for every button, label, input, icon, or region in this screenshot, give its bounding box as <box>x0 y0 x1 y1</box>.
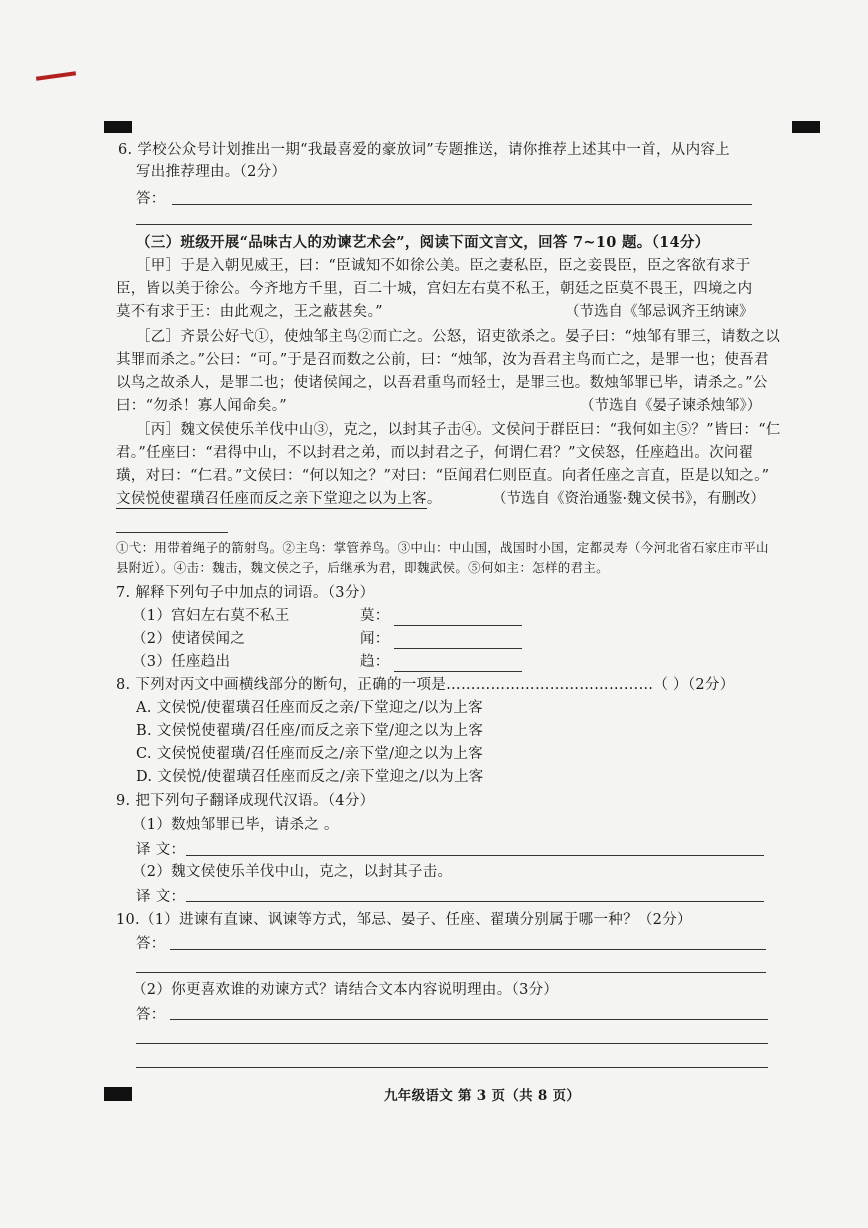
page-footer: 九年级语文 第 3 页（共 8 页） <box>384 1088 581 1104</box>
red-scan-mark <box>36 71 76 81</box>
yi-line4: 曰：“勿杀！寡人闻命矣。” <box>116 398 287 414</box>
footnote-line1: ①弋：用带着绳子的箭射鸟。②主鸟：掌管养鸟。③中山：中山国，战国时小国，定都灵寿（今河北省石家庄市平山 <box>116 540 769 555</box>
q10-answer1-line-2[interactable] <box>136 972 766 973</box>
jia-line3: 莫不有求于王：由此观之，王之蔽甚矣。” <box>116 304 383 320</box>
q7-item1-blank[interactable] <box>394 611 522 626</box>
q6-line2: 写出推荐理由。（2分） <box>136 164 287 180</box>
jia-source: （节选自《邹忌讽齐王纳谏》 <box>565 304 754 320</box>
q8-title: 8. 下列对丙文中画横线部分的断句，正确的一项是……………………………………（ ）（2分） <box>116 677 735 693</box>
q9-answer-line-1[interactable] <box>186 855 764 856</box>
yi-line1: ［乙］齐景公好弋①，使烛邹主鸟②而亡之。公怒，诏吏欲杀之。晏子曰：“烛邹有罪三，请数之以 <box>136 329 781 345</box>
bing-underlined-sentence: 文侯悦使翟璜召任座而反之亲下堂迎之以为上客 <box>116 491 427 507</box>
footnote-divider <box>116 532 228 533</box>
q10-answer1-line-1[interactable] <box>170 949 766 950</box>
q7-item3-blank[interactable] <box>394 657 522 672</box>
bing-source: （节选自《资治通鉴·魏文侯书》，有删改） <box>492 491 765 507</box>
registration-mark-top-left <box>104 121 132 133</box>
q10-sub2: （2）你更喜欢谁的劝谏方式？请结合文本内容说明理由。（3分） <box>132 982 559 998</box>
bing-line3: 璜，对曰：“仁君。”文侯曰：“何以知之？”对曰：“臣闻君仁则臣直。向者任座之言直，臣是以知之。” <box>116 468 770 484</box>
bing-line4 <box>116 489 442 509</box>
bing-line1: ［丙］魏文侯使乐羊伐中山③，克之，以封其子击④。文侯问于群臣曰：“我何如主⑤？”皆曰：“仁 <box>136 422 781 438</box>
bing-line4-tail: 。 <box>426 491 442 507</box>
yi-line3: 以鸟之故杀人，是罪二也；使诸侯闻之，以吾君重鸟而轻士，是罪三也。数烛邹罪已毕，请杀之。”公 <box>116 375 768 391</box>
footnote-line2: 县附近）。④击：魏击，魏文侯之子，后继承为君，即魏武侯。⑤何如主：怎样的君主。 <box>116 560 609 575</box>
registration-mark-top-right <box>792 121 820 133</box>
q9-label2: 译 文： <box>136 889 186 905</box>
q9-label1: 译 文： <box>136 842 186 858</box>
q6-line1: 6. 学校公众号计划推出一期“我最喜爱的豪放词”专题推送，请你推荐上述其中一首，从内容上 <box>118 142 730 158</box>
yi-line2: 其罪而杀之。”公曰：“可。”于是召而数之公前，曰：“烛邹，汝为吾君主鸟而亡之，是罪一也；使吾君 <box>116 352 769 368</box>
q6-answer-line-2[interactable] <box>136 224 752 225</box>
q10-answer2-label: 答： <box>136 1007 166 1023</box>
q7-item2-blank[interactable] <box>394 634 522 649</box>
q7-item3-sentence: （3）任座趋出 <box>132 654 231 670</box>
q10-answer2-line-1[interactable] <box>170 1019 768 1020</box>
q8-option-b[interactable]: B. 文侯悦使翟璜/召任座/而反之亲下堂/迎之以为上客 <box>136 723 484 739</box>
q9-title: 9. 把下列句子翻译成现代汉语。（4分） <box>116 793 375 809</box>
q6-answer-line-1[interactable] <box>172 204 752 205</box>
q6-answer-label: 答： <box>136 191 166 207</box>
q7-item3-word: 趋： <box>360 652 522 672</box>
yi-source: （节选自《晏子谏杀烛邹》） <box>580 398 762 414</box>
q7-item2-word: 闻： <box>360 629 522 649</box>
q10-answer2-line-3[interactable] <box>136 1067 768 1068</box>
q7-title: 7. 解释下列句子中加点的词语。（3分） <box>116 585 375 601</box>
bing-line2: 君。”任座曰：“君得中山，不以封君之弟，而以封君之子，何谓仁君？”文侯怒，任座趋出。次问翟 <box>116 445 754 461</box>
q7-item1-sentence: （1）宫妇左右莫不私王 <box>132 608 290 624</box>
q10-title: 10.（1）进谏有直谏、讽谏等方式，邹忌、晏子、任座、翟璜分别属于哪一种？（2分） <box>116 912 692 928</box>
q7-item2-sentence: （2）使诸侯闻之 <box>132 631 246 647</box>
q8-option-a[interactable]: A. 文侯悦/使翟璜召任座而反之亲/下堂迎之/以为上客 <box>136 700 483 716</box>
registration-mark-bottom-left <box>104 1087 132 1101</box>
section3-title: （三）班级开展“品味古人的劝谏艺术会”，阅读下面文言文，回答 7~10 题。（14分） <box>136 234 710 251</box>
jia-line2: 臣，皆以美于徐公。今齐地方千里，百二十城，宫妇左右莫不私王，朝廷之臣莫不畏王，四境之内 <box>116 281 753 297</box>
q9-item1: （1）数烛邹罪已毕，请杀之 。 <box>132 817 339 833</box>
q9-answer-line-2[interactable] <box>186 901 764 902</box>
jia-line1: ［甲］于是入朝见威王，曰：“臣诚知不如徐公美。臣之妻私臣，臣之妾畏臣，臣之客欲有求于 <box>136 258 751 274</box>
q10-answer2-line-2[interactable] <box>136 1043 768 1044</box>
q7-item1-word: 莫： <box>360 606 522 626</box>
q8-option-c[interactable]: C. 文侯悦使翟璜/召任座而反之/亲下堂/迎之以为上客 <box>136 746 484 762</box>
q9-item2: （2）魏文侯使乐羊伐中山，克之，以封其子击。 <box>132 864 453 880</box>
q8-option-d[interactable]: D. 文侯悦/使翟璜召任座而反之/亲下堂迎之/以为上客 <box>136 769 484 785</box>
q10-answer1-label: 答： <box>136 936 166 952</box>
